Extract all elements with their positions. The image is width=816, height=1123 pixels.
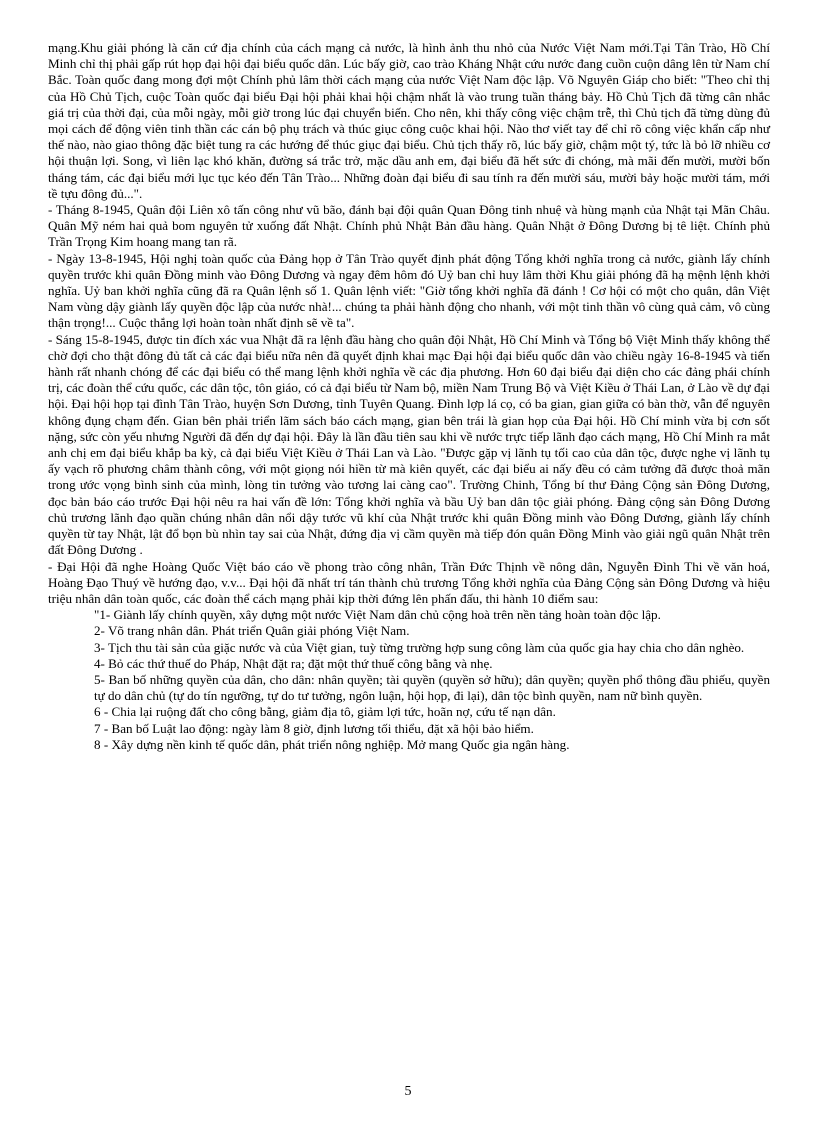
paragraph: - Tháng 8-1945, Quân đội Liên xô tấn công như vũ bão, đánh bại đội quân Quan Đông tinh nhuệ và hùng mạnh của Nhật tại Mãn Châu. Quân Mỹ ném hai quả bom nguyên tử xuống đất Nhật. Chính phủ Nhật Bản đầu hàng. Quân Nhật ở Đông Dương bị tê liệt. Chính phủ Trần Trọng Kim hoang mang tan rã. — [48, 202, 770, 250]
list-item: 7 - Ban bố Luật lao động: ngày làm 8 giờ, định lương tối thiểu, đặt xã hội bảo hiểm. — [94, 720, 534, 736]
paragraph: - Ngày 13-8-1945, Hội nghị toàn quốc của Đảng họp ở Tân Trào quyết định phát động Tổng khởi nghĩa trong cả nước, giành lấy chính quyền trước khi quân Đồng minh vào Đông Dương và ngay đêm hôm đó Uỷ ban chỉ huy lâm thời Khu giải phóng đã hạ mệnh lệnh khởi nghĩa. Uỷ ban khởi nghĩa cũng đã ra Quân lệnh số 1. Quân lệnh viết: "Giờ tổng khởi nghĩa đã đánh ! Cơ hội có một cho quân, dân Việt Nam vùng dậy giành lấy quyền độc lập của nước nhà!... chúng ta phải hành động cho nhanh, với một tinh thần vô cùng quả cảm, vô cùng thận trọng!... Cuộc thắng lợi hoàn toàn nhất định sẽ về ta". — [48, 250, 770, 331]
paragraph: - Sáng 15-8-1945, được tin đích xác vua Nhật đã ra lệnh đầu hàng cho quân đội Nhật, Hồ Chí Minh và Tổng bộ Việt Minh thấy không thể chờ đợi cho thật đông đủ tất cả các đại biểu nữa nên đã quyết định khai mạc Đại hội đại biểu quốc dân vào chiều ngày 16-8-1945 và tiến hành rất nhanh chóng để các đại biểu có thể mang lệnh khởi nghĩa về các địa phương. Hơn 60 đại biểu đại diện cho các đảng phái chính trị, các đoàn thể cứu quốc, các dân tộc, tôn giáo, có cả đại biểu từ Nam bộ, miền Nam Trung Bộ và Việt Kiều ở Thái Lan, ở Lào về dự đại hội. Đại hội họp tại đình Tân Trào, huyện Sơn Dương, tỉnh Tuyên Quang. Đình lợp lá cọ, có ba gian, gian giữa có bàn thờ, vẫn để nguyên không đụng chạm đến. Gian bên phải triển lãm sách báo cách mạng, gian bên trái là gian họp của Đại hội. Hồ Chí minh vừa bị cơn sốt nặng, sức còn yếu nhưng Người đã đến dự đại hội. Đây là lần đầu tiên sau khi về nước trực tiếp lãnh đạo cách mạng, Hồ Chí Minh ra mắt anh chị em đại biểu khắp ba kỳ, cả đại biểu Việt Kiều ở Thái Lan và Lào. "Được gặp vị lãnh tụ tối cao của dân tộc, được nghe vị lãnh tụ ấy vạch rõ phương châm thành công, với một giọng nói hiền từ mà kiên quyết, các đại biểu ai nấy đều có cảm tưởng đã được thoả mãn trong ước vọng bình sinh của mình, lòng tin tưởng vào tương lai càng cao". Trường Chinh, Tổng bí thư Đảng Cộng sản Đông Dương, đọc bản báo cáo trước Đại hội nêu ra hai vấn đề lớn: Tổng khởi nghĩa và bầu Uỷ ban dân tộc giải phóng. Đảng cộng sản Đông Dương chủ trương lãnh đạo quần chúng nhân dân nổi dậy tước vũ khí của Nhật trước khi quân Đồng minh vào Đông Dương, giành lấy chính quyền từ tay Nhật, lật đổ bọn bù nhìn tay sai của Nhật, đứng địa vị cầm quyền mà tiếp đón quân Đồng Minh vào giải ngũ quân Nhật trên đất Đông Dương . — [48, 331, 770, 558]
list-item: 3- Tịch thu tài sản của giặc nước và của Việt gian, tuỳ từng trường hợp sung công làm của quốc gia hay chia cho dân nghèo. — [94, 639, 745, 655]
page-number: 5 — [404, 1084, 412, 1099]
list-item: 2- Võ trang nhân dân. Phát triển Quân giải phóng Việt Nam. — [94, 623, 410, 639]
list-item: 6 - Chia lại ruộng đất cho công bằng, giảm địa tô, giảm lợi tức, hoãn nợ, cứu tế nạn dân. — [94, 704, 556, 720]
list-item: 5- Ban bố những quyền của dân, cho dân: nhân quyền; tài quyền (quyền sở hữu); dân quyền; quyền phổ thông đầu phiếu, quyền tự do dân chủ (tự do tín ngưỡng, tự do tư tưởng, ngôn luận, hội họp, đi lại), dân tộc bình quyền, nam nữ bình quyền. — [94, 671, 770, 704]
ten-points-list — [94, 607, 770, 753]
list-item: 4- Bỏ các thứ thuế do Pháp, Nhật đặt ra; đặt một thứ thuế công bằng và nhẹ. — [94, 655, 493, 671]
list-item: "1- Giành lấy chính quyền, xây dựng một nước Việt Nam dân chủ cộng hoà trên nền tảng hoàn toàn độc lập. — [94, 607, 661, 623]
document-body — [48, 40, 770, 753]
list-item: 8 - Xây dựng nền kinh tế quốc dân, phát triển nông nghiệp. Mở mang Quốc gia ngân hàng. — [94, 736, 570, 752]
intro-paragraph: mạng.Khu giải phóng là căn cứ địa chính của cách mạng cả nước, là hình ảnh thu nhỏ của Nước Việt Nam mới.Tại Tân Trào, Hồ Chí Minh chỉ thị phải gấp rút họp đại hội đại biểu quốc dân. Lúc bấy giờ, cao trào Kháng Nhật cứu nước đang cuồn cuộn dâng lên từ Nam chí Bắc. Toàn quốc đang mong đợi một Chính phủ lâm thời cách mạng của nước Việt Nam độc lập. Võ Nguyên Giáp cho biết: "Theo chỉ thị của Hồ Chủ Tịch, cuộc Toàn quốc đại biểu Đại hội phải khai hội chậm nhất là vào trung tuần tháng bảy. Hồ Chủ Tịch đã từng cân nhắc giá trị của thời đại, của mỗi ngày, mỗi giờ trong lúc đại chuyển biến. Cho nên, khi thấy công việc chậm trễ, thì Chủ tịch đã từng dùng đủ mọi cách để động viên tinh thần các cán bộ phụ trách và thúc giục công cuộc khai hội. Nào thơ viết tay để chỉ rõ công việc khẩn cấp như thế nào, nào giao thông đặc biệt tung ra các hướng để thúc giục đại biểu. Chủ tịch thấy rõ, lúc bấy giờ, chậm một tý, tức là bỏ lỡ nhiều cơ hội thuận lợi. Song, vì liên lạc khó khăn, đường sá trắc trở, mặc dầu anh em, đại biểu đã hết sức đi chóng, mà mãi đến mười, mười bốn tháng tám, các đại biểu mới lục tục kéo đến Tân Trào... Những đoàn đại biểu đi sau tính ra đến mười sáu, mười bảy hoặc mười tám, mới tề tựu đông đủ...". — [48, 40, 771, 201]
paragraph: - Đại Hội đã nghe Hoàng Quốc Việt báo cáo về phong trào công nhân, Trần Đức Thịnh về nông dân, Nguyễn Đình Thi về văn hoá, Hoàng Đạo Thuý về hướng đạo, v.v... Đại hội đã nhất trí tán thành chủ trương Tổng khởi nghĩa của Đảng Cộng sản Đông Dương và hiệu triệu nhân dân toàn quốc, các đoàn thể cách mạng phải kịp thời đứng lên phấn đấu, thi hành 10 điểm sau: — [48, 558, 770, 606]
